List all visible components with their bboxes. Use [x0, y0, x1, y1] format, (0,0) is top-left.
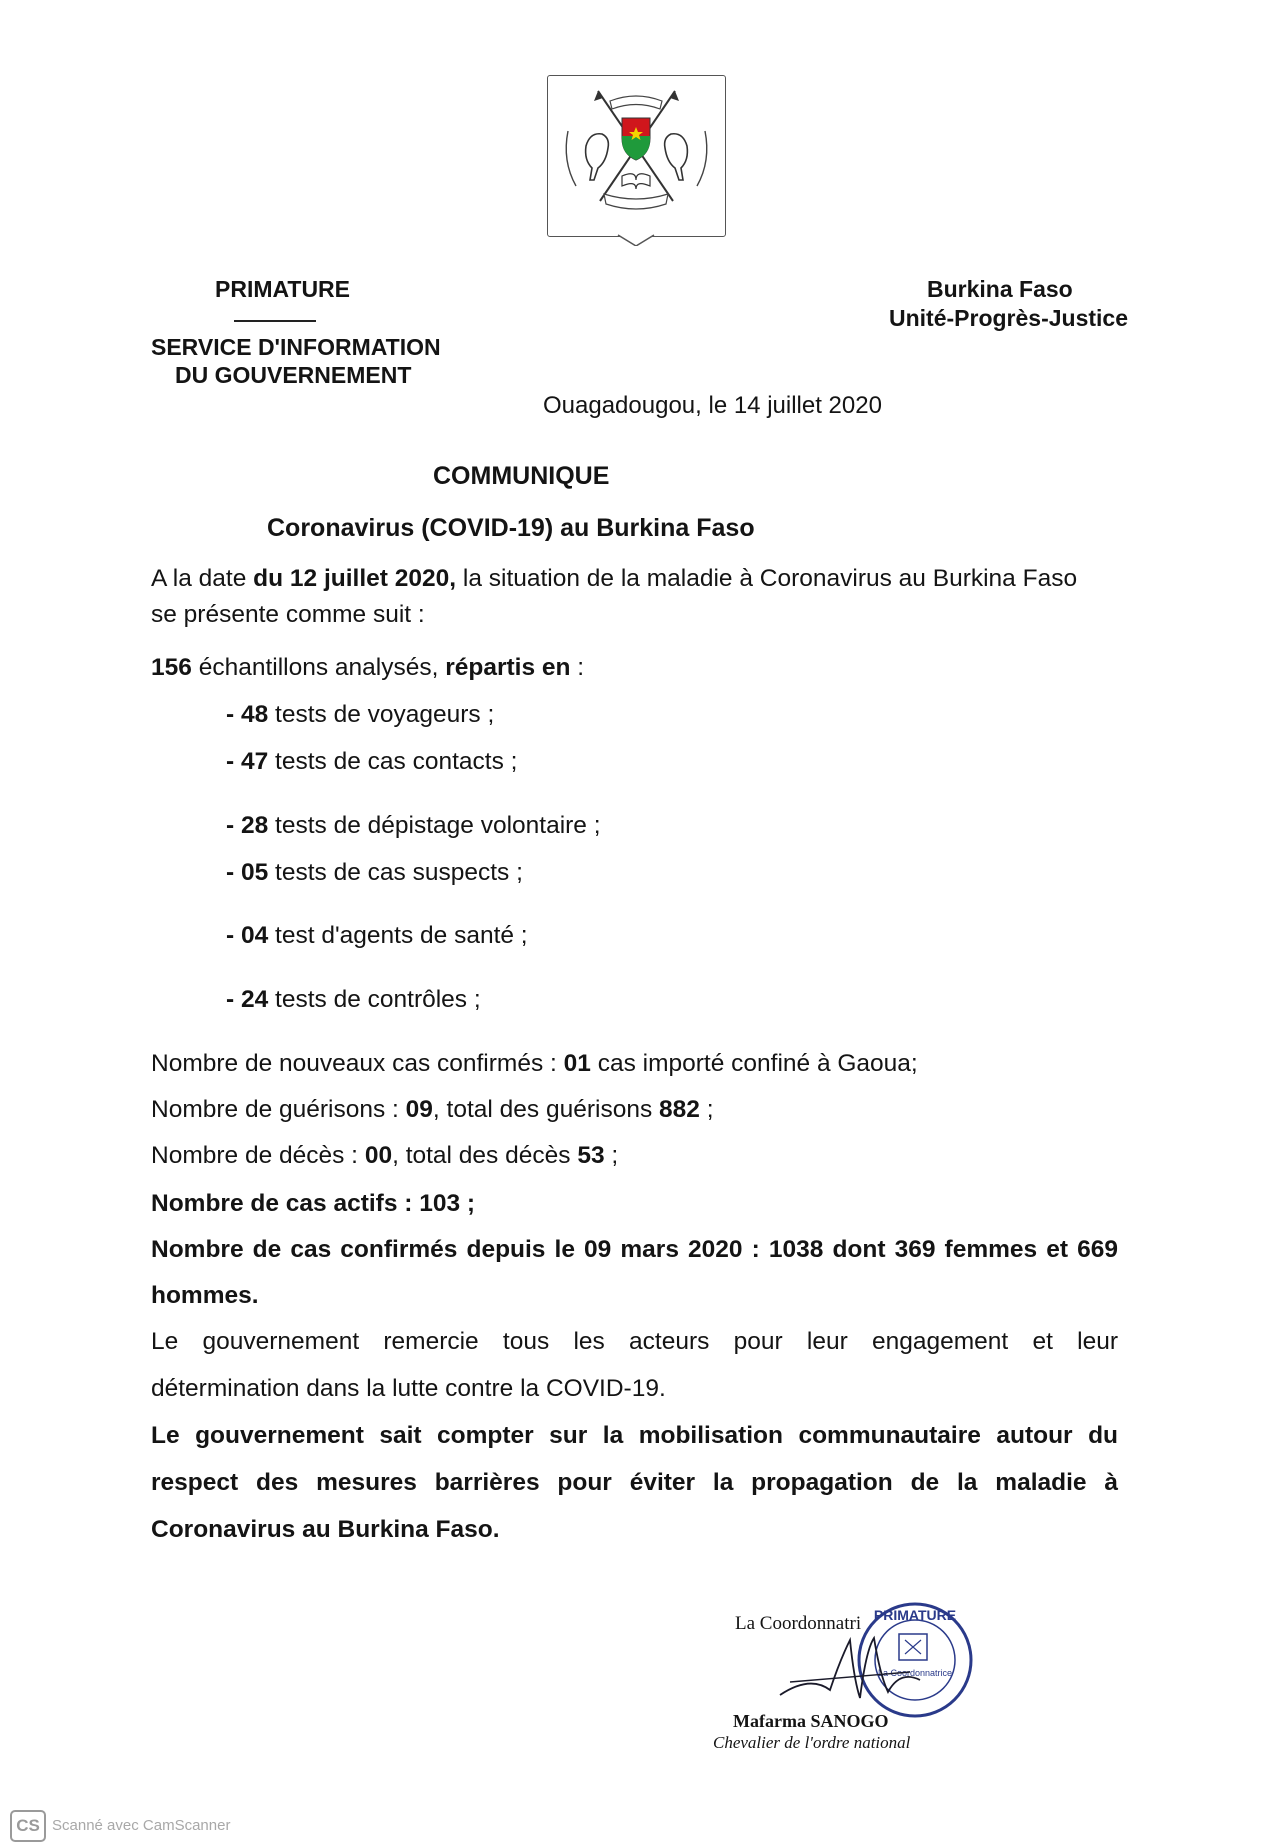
page-title: COMMUNIQUE [433, 462, 610, 490]
list-item: - 05 tests de cas suspects ; [226, 859, 523, 886]
intro-text: A la date [151, 565, 254, 592]
header-motto: Unité-Progrès-Justice [889, 305, 1129, 331]
stat-deaths: Nombre de décès : 00, total des décès 53 ; [151, 1142, 619, 1169]
camscanner-logo-icon: CS [10, 1810, 46, 1842]
intro-line2: se présente comme suit : [151, 601, 425, 628]
page-subtitle: Coronavirus (COVID-19) au Burkina Faso [267, 514, 755, 542]
stat-recoveries: Nombre de guérisons : 09, total des guérisons 882 ; [151, 1096, 714, 1123]
header-primature: PRIMATURE [215, 276, 351, 302]
stat-confirmed-line1: Nombre de cas confirmés depuis le 09 mars 2020 : 1038 dont 369 femmes et 669 [151, 1236, 1118, 1263]
signature-title: Chevalier de l'ordre national [713, 1733, 911, 1752]
stat-new-cases: Nombre de nouveaux cas confirmés : 01 cas importé confiné à Gaoua; [151, 1050, 918, 1077]
coat-of-arms-icon [548, 76, 725, 246]
date-line: Ouagadougou, le 14 juillet 2020 [543, 392, 882, 419]
stat-confirmed-line2: hommes. [151, 1282, 259, 1309]
stamp-inner-text: La Coordonnatrice [877, 1668, 953, 1678]
list-item: - 24 tests de contrôles ; [226, 986, 481, 1013]
thanks-line2: détermination dans la lutte contre la COVID-19. [151, 1375, 666, 1402]
list-item: - 28 tests de dépistage volontaire ; [226, 812, 601, 839]
list-item: - 04 test d'agents de santé ; [226, 922, 528, 949]
signature-role: La Coordonnatri [735, 1613, 862, 1634]
closing-line3: Coronavirus au Burkina Faso. [151, 1516, 500, 1543]
intro-line1 [151, 565, 1077, 593]
samples-text: échantillons analysés, [191, 654, 446, 681]
footer-text: Scanné avec CamScanner [52, 1817, 231, 1834]
stat-active-cases: Nombre de cas actifs : 103 ; [151, 1190, 476, 1217]
header-country: Burkina Faso [927, 276, 1073, 302]
intro-text-rest: la situation de la maladie à Coronavirus au Burkina Faso [456, 565, 1078, 592]
header-service-line1: SERVICE D'INFORMATION [151, 334, 441, 360]
thanks-line1: Le gouvernement remercie tous les acteurs pour leur engagement et leur [151, 1328, 1118, 1355]
signature-name: Mafarma SANOGO [733, 1711, 889, 1731]
closing-line2: respect des mesures barrières pour éviter la propagation de la maladie à [151, 1469, 1118, 1496]
header-divider [234, 320, 316, 322]
samples-line [151, 654, 584, 682]
closing-line1: Le gouvernement sait compter sur la mobilisation communautaire autour du [151, 1422, 1118, 1449]
stamp-top-text: PRIMATURE [873, 1607, 957, 1623]
handwritten-signature [770, 1620, 940, 1710]
samples-split: répartis en [445, 654, 571, 681]
header-service-line2: DU GOUVERNEMENT [175, 362, 412, 388]
list-item: - 47 tests de cas contacts ; [226, 748, 518, 775]
samples-tail: : [570, 654, 585, 681]
coat-of-arms-emblem [547, 75, 726, 237]
intro-date: du 12 juillet 2020, [253, 565, 457, 592]
samples-count: 156 [151, 654, 192, 681]
list-item: - 48 tests de voyageurs ; [226, 701, 495, 728]
